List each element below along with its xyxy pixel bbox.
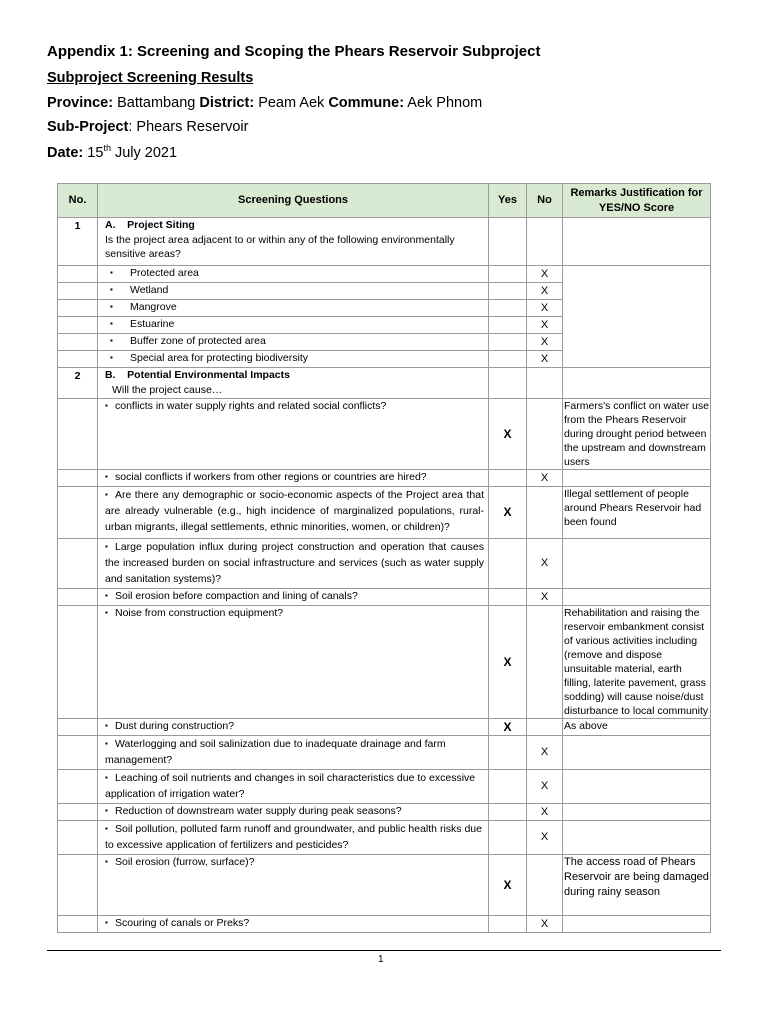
table-row [58, 804, 711, 821]
number-cell [58, 283, 98, 300]
remark-cell: Rehabilitation and raising the reservoir embankment consist of various activities including (remove and dispose unsuitable material, earth filling, laterite pavement, grass sodding) will cause noise/dust disturbance to local community [563, 606, 711, 719]
commune-label: Commune: [328, 95, 405, 111]
yes-cell [489, 334, 527, 351]
bullet-icon: ▪ [110, 285, 113, 294]
question-cell [98, 916, 489, 933]
date-line [47, 145, 177, 161]
question-text: Wetland [130, 284, 169, 296]
table-row [58, 736, 711, 770]
bullet-icon: ▪ [110, 353, 113, 362]
remark-cell [563, 589, 711, 606]
bullet-icon: ▪ [105, 401, 108, 410]
no-cell [527, 719, 563, 736]
page-title: Appendix 1: Screening and Scoping the Phears Reservoir Subproject [47, 43, 541, 60]
bullet-icon: ▪ [105, 721, 108, 730]
table-row [58, 770, 711, 804]
bullet-icon: ▪ [110, 302, 113, 311]
bullet-icon: ▪ [110, 336, 113, 345]
yes-cell [489, 368, 527, 399]
question-text: Special area for protecting biodiversity [130, 352, 309, 364]
header-remarks: Remarks Justification for YES/NO Score [563, 184, 711, 218]
no-cell [527, 606, 563, 719]
question-text: Are there any demographic or socio-economic aspects of the Project area that are already vulnerable (e.g., high incidence of marginalized populations, rural-urban migrants, illegal settlements, ethnic minorities, women, or children)? [105, 489, 484, 533]
number-cell [58, 351, 98, 368]
question-cell [98, 736, 489, 770]
no-cell: X [527, 283, 563, 300]
section-intro: Is the project area adjacent to or within any of the following environmentally sensitive areas? [105, 233, 455, 260]
question-text: Buffer zone of protected area [130, 335, 266, 347]
number-cell [58, 736, 98, 770]
no-cell [527, 399, 563, 470]
no-cell: X [527, 770, 563, 804]
no-cell [527, 368, 563, 399]
question-text: Soil erosion (furrow, surface)? [115, 856, 255, 868]
bullet-icon: ▪ [105, 490, 108, 499]
question-text: Reduction of downstream water supply during peak seasons? [115, 805, 402, 817]
question-cell [98, 334, 489, 351]
number-cell [58, 470, 98, 487]
yes-cell [489, 470, 527, 487]
question-text: Waterlogging and soil salinization due to inadequate drainage and farm management? [105, 738, 446, 766]
yes-cell: X [489, 487, 527, 539]
question-text: Leaching of soil nutrients and changes in soil characteristics due to excessive application of irrigation water? [105, 772, 476, 800]
no-cell [527, 855, 563, 916]
no-cell: X [527, 300, 563, 317]
number-cell [58, 719, 98, 736]
no-cell: X [527, 470, 563, 487]
section-cell [98, 218, 489, 266]
page-subtitle: Subproject Screening Results [47, 70, 254, 86]
question-cell [98, 317, 489, 334]
table-row [58, 589, 711, 606]
question-cell [98, 470, 489, 487]
question-text: Scouring of canals or Preks? [115, 917, 250, 929]
remark-cell: Farmers's conflict on water use from the Phears Reservoir during drought period between the upstream and downstream users [564, 400, 709, 468]
question-text: Noise from construction equipment? [115, 607, 284, 619]
section-title: A. Project Siting [105, 219, 195, 231]
remark-cell [563, 266, 711, 368]
section-title: B. Potential Environmental Impacts [105, 369, 290, 381]
yes-cell [489, 283, 527, 300]
question-text: Protected area [130, 267, 199, 279]
bullet-icon: ▪ [105, 739, 108, 748]
table-header-row [58, 184, 711, 218]
table-row [58, 916, 711, 933]
bullet-icon: ▪ [105, 857, 108, 866]
table-row [58, 399, 711, 470]
remark-cell [563, 539, 711, 589]
table-row [58, 470, 711, 487]
number-cell [58, 916, 98, 933]
no-cell: X [527, 334, 563, 351]
no-cell [527, 487, 563, 539]
date-suffix: th [103, 143, 111, 154]
table-row [58, 487, 711, 539]
question-text: Soil pollution, polluted farm runoff and groundwater, and public health risks due to excessive application of fertilizers and pesticides? [105, 823, 482, 851]
yes-cell: X [489, 399, 527, 470]
district-value: Peam Aek [258, 95, 325, 111]
table-row [58, 606, 711, 719]
question-text: conflicts in water supply rights and related social conflicts? [115, 400, 387, 412]
bullet-icon: ▪ [105, 542, 108, 551]
date-rest: July 2021 [114, 145, 178, 161]
remark-cell [563, 736, 711, 770]
question-cell [98, 606, 489, 719]
number-cell [58, 770, 98, 804]
remark-cell [563, 368, 711, 399]
yes-cell: X [489, 855, 527, 916]
yes-cell [489, 916, 527, 933]
bullet-icon: ▪ [110, 319, 113, 328]
header-questions: Screening Questions [98, 184, 489, 218]
yes-cell [489, 317, 527, 334]
bullet-icon: ▪ [110, 268, 113, 277]
question-text: social conflicts if workers from other regions or countries are hired? [115, 471, 427, 483]
yes-cell: X [489, 606, 527, 719]
header-no: No. [58, 184, 98, 218]
section-cell [98, 368, 489, 399]
number-cell [58, 804, 98, 821]
subproject-line [47, 119, 248, 135]
no-cell: X [527, 916, 563, 933]
remark-cell [563, 916, 711, 933]
question-cell [98, 300, 489, 317]
remark-cell [563, 821, 711, 855]
table-row [58, 855, 711, 916]
no-cell: X [527, 736, 563, 770]
no-cell: X [527, 317, 563, 334]
section-number: 2 [58, 368, 98, 399]
question-cell [98, 770, 489, 804]
question-cell [98, 539, 489, 589]
yes-cell [489, 804, 527, 821]
question-text: Dust during construction? [115, 720, 235, 732]
table-row [58, 539, 711, 589]
header-yes: Yes [489, 184, 527, 218]
number-cell [58, 539, 98, 589]
bullet-icon: ▪ [105, 472, 108, 481]
question-cell [98, 399, 489, 470]
question-text: Large population influx during project construction and operation that causes the increased burden on social infrastructure and services (such as water supply and sanitation systems)? [105, 541, 484, 585]
date-day: 15 [87, 145, 104, 161]
number-cell [58, 399, 98, 470]
yes-cell [489, 539, 527, 589]
question-cell [98, 821, 489, 855]
question-cell [98, 351, 489, 368]
bullet-icon: ▪ [105, 608, 108, 617]
table-row [58, 821, 711, 855]
subproject-value: : Phears Reservoir [128, 119, 249, 135]
question-cell [98, 589, 489, 606]
remark-cell [563, 804, 711, 821]
location-line [47, 95, 482, 111]
no-cell: X [527, 804, 563, 821]
yes-cell [489, 218, 527, 266]
no-cell: X [527, 351, 563, 368]
subproject-label: Sub-Project [47, 119, 129, 135]
remark-cell: As above [563, 719, 711, 736]
yes-cell [489, 736, 527, 770]
bullet-icon: ▪ [105, 824, 108, 833]
section-number: 1 [58, 218, 98, 266]
no-cell: X [527, 821, 563, 855]
yes-cell [489, 300, 527, 317]
table-row [58, 719, 711, 736]
remark-cell: The access road of Phears Reservoir are being damaged during rainy season [563, 855, 711, 916]
yes-cell [489, 770, 527, 804]
no-cell: X [527, 266, 563, 283]
question-text: Mangrove [130, 301, 177, 313]
section-intro: Will the project cause… [112, 383, 223, 396]
yes-cell [489, 589, 527, 606]
number-cell [58, 266, 98, 283]
question-cell [98, 487, 489, 539]
question-cell [98, 266, 489, 283]
province-value: Battambang [117, 95, 196, 111]
bullet-icon: ▪ [105, 806, 108, 815]
yes-cell: X [489, 719, 527, 736]
footer-divider [47, 950, 721, 951]
no-cell [527, 218, 563, 266]
remark-cell [563, 470, 711, 487]
header-no-col: No [527, 184, 563, 218]
number-cell [58, 589, 98, 606]
question-text: Estuarine [130, 318, 175, 330]
table-row [58, 218, 711, 266]
bullet-icon: ▪ [105, 591, 108, 600]
district-label: District: [199, 95, 255, 111]
question-cell [98, 283, 489, 300]
yes-cell [489, 821, 527, 855]
province-label: Province: [47, 95, 114, 111]
table-row [58, 266, 711, 283]
question-cell [98, 855, 489, 916]
number-cell [58, 855, 98, 916]
question-cell [98, 804, 489, 821]
question-cell [98, 719, 489, 736]
number-cell [58, 317, 98, 334]
number-cell [58, 300, 98, 317]
yes-cell [489, 351, 527, 368]
remark-cell: Illegal settlement of people around Phears Reservoir had been found [563, 487, 711, 539]
yes-cell [489, 266, 527, 283]
page-number: 1 [378, 954, 384, 965]
number-cell [58, 487, 98, 539]
no-cell: X [527, 539, 563, 589]
no-cell: X [527, 589, 563, 606]
commune-value: Aek Phnom [407, 95, 483, 111]
number-cell [58, 334, 98, 351]
screening-table [57, 183, 711, 933]
remark-cell [563, 770, 711, 804]
number-cell [58, 821, 98, 855]
table-row [58, 368, 711, 399]
question-text: Soil erosion before compaction and lining of canals? [115, 590, 358, 602]
number-cell [58, 606, 98, 719]
date-label: Date: [47, 145, 84, 161]
bullet-icon: ▪ [105, 773, 108, 782]
remark-cell [563, 218, 711, 266]
bullet-icon: ▪ [105, 918, 108, 927]
